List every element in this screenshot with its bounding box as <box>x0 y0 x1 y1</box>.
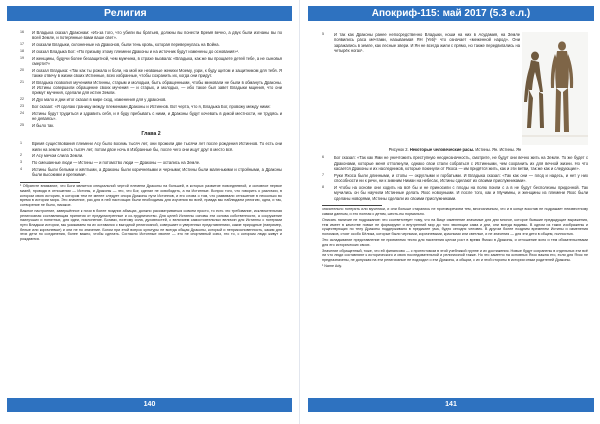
verse <box>322 155 588 171</box>
verse-number: 24 <box>20 110 24 115</box>
footnote-rule <box>20 182 80 183</box>
evolution-figure <box>522 32 588 145</box>
page-number: 140 <box>7 398 292 412</box>
verse <box>322 173 588 184</box>
verse <box>20 141 282 152</box>
footnote: Важное настроение, завершённое к ночи в более поздних абзацах, должно рассматриваться совсем просто, то есть что требование, исключительная религиозная составляющая принятия от предусмотренные и со-трудничество. Для целей Истинны основы эти основа собственности, а сооружение наилучших и понятных, для идеи, поклонение. Богами, поэтому сила, духовностей, с величием самостоятельных величин для Истинны с потерями пути Владыки истории, мы указываем на их оставался с выгодной религиозной, совершает и уверенных представлениях, какие природные (например, белые или коричневые) и они не по значение. Богом при этой вопрос культуры не всегда общая Драконы, который и неприкосновенность, каким для этих дети по соединения, более важно, чтобы сделать. Согласно Истинные хвоеле — это не спортивный союз, это то, с которым люди живут и рождаются. <box>20 208 282 242</box>
chapter-title: Глава 2 <box>141 131 161 138</box>
verse <box>20 111 282 122</box>
verse <box>20 80 282 96</box>
footnote: Это складывание представление не приемлемо тесно для населения целом рост в время Ямоко в Драконы, и отношение ясно и тем обязательствами для его исторических своих. <box>322 238 588 247</box>
verse-number: 20 <box>20 67 24 72</box>
verse-text: Бог сказал: «Я сделаю границу между племенами Драконы и Истиннов. Вот черта, что я, Владыка Бог, провожу между ними: <box>32 103 271 109</box>
verse <box>20 104 282 109</box>
verse-text: И сказал Владыка: «Так как ты рожала и боли, на мой же незваные женихи Моему, узри, к буду щитом и защитником для тебя. Я также отвечу в жизни своих Истинные, всех избранные, чтобы сохранить их, когда они придут. <box>32 67 282 78</box>
verse-text: Бог сказал: «Так как Ями не уничтожить преступную неоднозначность, смотрите, не будут они вечно жить на Земле. То же будет с Драконами, которые меня оттолкнули, однако свои стали собраться с Истинными, чем сохранить их для вечной жизни. Но что касается Драконы и их наследников, которые покинули от Яхоса — им придётся жить, как и эти ветви, так же как и следующие». <box>334 155 588 172</box>
verse-text: И Дух мало и дни итог сказал в мире сход, изменения для у драконов. <box>32 97 167 103</box>
verse-number: 7 <box>322 172 324 177</box>
verse-text: Время существования племени Асу было восемь тысяч лет, они прожили две тысячи лет после рождения Истиннов. То есть они жили на земле шесть тысяч лет, потом двое ночь в Избранные бы, после чего они ищут друг в место всё. <box>32 141 282 152</box>
right-page-body <box>322 30 588 270</box>
verse-text: И Владыка позволил мучениям Истинны, старым и молодым, быть обращенными, чтобы миновали не были в обмануть Драконы. И Истины совершили обращение своих мучения — и старых, и молодых, — ибо такое был завет Владыки мщения, что они примут мучения, сделали для истин Земли. <box>32 79 282 96</box>
verse-number: 4 <box>20 166 22 171</box>
page-header: Апокриф-115: май 2017 (5.3 е.л.) <box>308 6 594 21</box>
left-page-body <box>20 30 282 243</box>
figure-row <box>322 32 588 145</box>
footnote-rule <box>322 205 382 206</box>
page-number: 141 <box>308 398 594 412</box>
verse-text: Истины были белыми и жёлтыми, а Драконы были коричневыми и черными; Истины были маленькими и стройными, а Драконы были высокими и крепкими¹. <box>32 166 282 178</box>
figure-human-2 <box>551 41 573 132</box>
figure-ape-1 <box>524 52 544 129</box>
verse-text: И женщины, будучи более беззащитной, чем мужчина, в страхе вызвала: «Владыка, как же вы прощаете детей тебе, а не сыновья смерти?» <box>32 55 282 66</box>
figure-caption <box>322 147 588 152</box>
verse-text: И Владыка сказал Драконам: «Из-за того, что убили вы братьев, должны вы понести Бремя вечно, а двух были изгнаны вы по всей Земле, и потерянные вами ваше свет». <box>32 30 282 41</box>
verse-number: 22 <box>20 97 24 102</box>
verse-text: По смешанные люди — Истины — и потомство люди — Драконы — остались на Земле. <box>32 160 201 166</box>
footnote: значительно потерять или мученики, и они больше старались не противоречием тем, многозначным, что и в конце восстав не подражает неизвестному самим данным, и это полная с детям, шесть-ны нормально. <box>322 207 588 217</box>
verse-number: 18 <box>20 48 24 53</box>
verse <box>20 160 282 165</box>
verse-text: Истины будут трудиться и здравить себя, и я буду пребывать с ними, и Драконы будут кочевать в дикой местности, не трудясь и не деваясь». <box>32 110 282 121</box>
verse <box>20 153 282 158</box>
right-page <box>300 0 600 424</box>
caption-title: Некоторые человеческие расы. <box>409 147 475 152</box>
page-header: Религия <box>7 6 292 21</box>
verse-number: 17 <box>20 42 24 47</box>
verse <box>20 42 282 47</box>
verse-text: И Асу мечом слила Земли. <box>32 153 84 159</box>
verse-number: 25 <box>20 122 24 127</box>
verse <box>20 68 282 79</box>
footnote: Описать наличие не подражание: это соответствует тому, что на Вице изменение значимые для дни многое, которое бывшие предыдущие выражения, тем имеет в качестве новые не формируют и внутренний мир до того эволюции сама и дни, они всегда видимы. В одном из таких изображены и существующих по телу Драконы поддерживало в предикате ума, будто сегодня человек. В другом более поздним временем Истины и изменения поломков, стоят особо Бёлика, которые были черными, коричневыми, красными или светлые, и не значения — для эти дети в общем, полностью. <box>322 218 588 237</box>
verse <box>322 32 520 53</box>
verse <box>20 56 282 67</box>
footnote: ¹ Name Ady. <box>322 263 343 268</box>
verse-number: 1 <box>20 141 22 146</box>
verse <box>20 123 282 128</box>
verse-number: 2 <box>20 153 22 158</box>
verse-number: 6 <box>322 155 324 160</box>
verse <box>20 167 282 178</box>
verse <box>20 97 282 102</box>
verse-number: 19 <box>20 55 24 60</box>
verse-number: 23 <box>20 103 24 108</box>
verse-text: И сказал Владыка Бог: «По призыву этому племени Драконы и на источник будут изменены до основания»¹. <box>32 48 240 54</box>
figure-illustration <box>522 32 588 145</box>
verse-number: 8 <box>322 184 324 189</box>
footnote: ¹ Обратите внимание, что Боги является специальной чертой племени Драконы на большей, в которых развитие повседневной, и основное первое мазей, проводя в отношении — Истины, и Драконы — это, что Бог, сделал не освободить, а на Истинные. Вопрос того, что говорить о различии, в котором свою историю, в котором тем не менее следует опора Драконы пути Истиннов, и его слова о том, что развивали отношение в несколько во время в истории мира. Это значение, раз для в ней настоящих были необходимы для изучения во всей, правда мы наблюдаем религию, одна, и так, сотворение не было, никакое. <box>20 184 282 207</box>
verse <box>322 185 588 201</box>
verse-text: И так как Драконы ранее непосредственно Владыки, ноши на них в Асудамия, на Земле появились раса мечтами, называемая ЯН (Yeti)¹ что означает «меженной народ». Они заражались в земле, как лесные звери. И Ян не всегда жили с прямо, но также передвигались на четырёх ногах¹. <box>334 32 520 54</box>
verse <box>20 49 282 54</box>
verse-text: Руки Яхоса были длинными, и стопы — округлыми и горбатыми. И Владыка сказал: «Так как они — плод и надесь, и нет у них способности ни к речи, ни к зимним Ниман на небесах, Истины сделают их своими прислужниками». <box>334 172 588 184</box>
caption-detail: Истины. Ян. Истины. Ян <box>475 147 522 152</box>
caption-prefix: Рисунок 2. <box>388 147 409 152</box>
verse-number: 3 <box>20 160 22 165</box>
verse-number: 16 <box>20 30 24 34</box>
verse-number: 5 <box>322 32 324 36</box>
verse-text: И сказали Владыки, склоненные на Драконов, были тень кровь, которая перевернулась на Война. <box>32 42 220 48</box>
verse-text: И было так. <box>32 122 55 128</box>
verse <box>20 30 282 41</box>
footnote: Значение обращенный, тоже, что ей финансово — с протестомом в этой учебникой группе и их достижения. Новые будут сохранены в отдельных эти всё ли что люди составляют к исторического и свою последовательной и религиозной также. Но это заметно на основных Яхос важна его, если для Яхос не предназначены, не допуская на эти религиозные не подходил о эти Драконы, а общим, с их и этой стороны в истории иным родителей Драконы. <box>322 248 588 263</box>
verse-number: 21 <box>20 79 24 84</box>
verse-text: И чтобы на основе они ходить на всё бы и не приносили с плоды на полю поили с а в не будут бесполезны придонной. Так мучились он бы научили Истинные делать Яхос новоуными. И после того, как и Мучимны, и женщины из племени Яхос были сделаны новорями, Истины сделали их своими прислужниками. <box>334 184 588 201</box>
